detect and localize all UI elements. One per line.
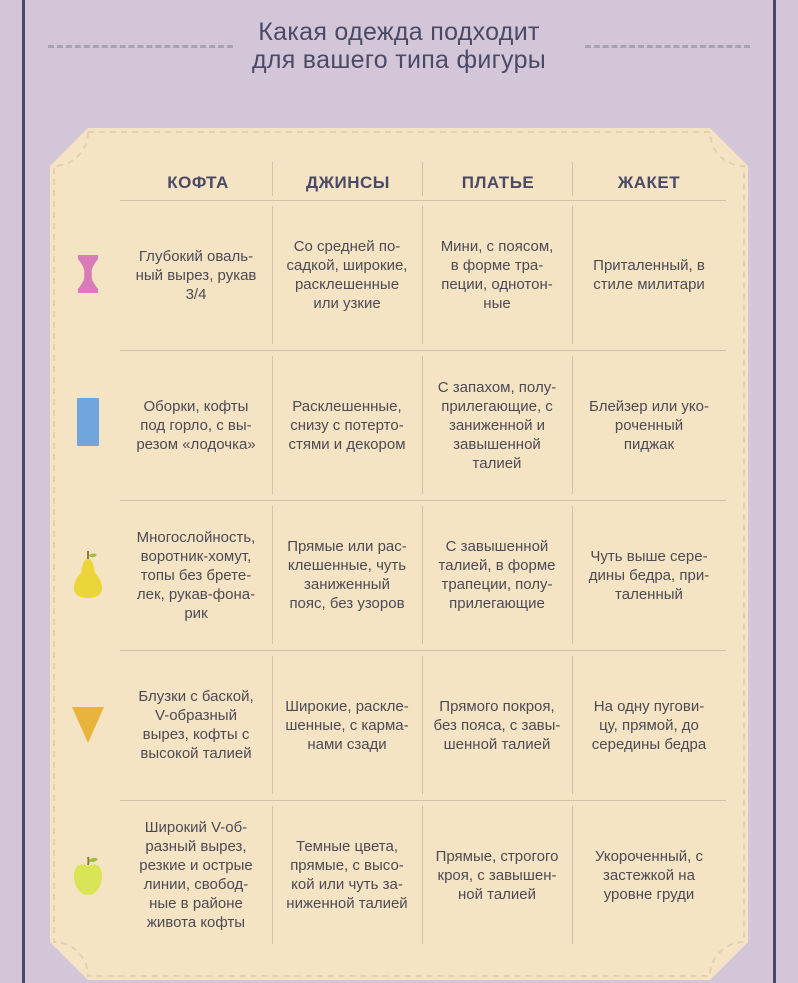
cell-pear-blouse: Многослойность, воротник-хомут, топы без брете- лек, рукав-фона- рик bbox=[136, 528, 256, 622]
cell-pear-jeans: Прямые или рас- клешенные, чуть заниженный пояс, без узоров bbox=[287, 538, 407, 612]
header-jeans: ДЖИНСЫ bbox=[306, 173, 390, 192]
cell-apple-dress: Прямые, строгого кроя, с завышен- ной талией bbox=[435, 847, 559, 903]
page-title-line-1: Какая одежда подходит bbox=[258, 18, 540, 46]
cell-hourglass-jeans: Со средней по- садкой, широкие, расклешенные или узкие bbox=[286, 238, 408, 312]
cell-triangle-jacket: На одну пугови- цу, прямой, до середины бедра bbox=[591, 697, 707, 753]
cell-apple-jeans: Темные цвета, прямые, с высо- кой или чуть за- ниженной талией bbox=[286, 838, 408, 912]
cell-rectangle-jeans: Расклешенные, снизу с потерто- стями и декором bbox=[288, 397, 406, 453]
header-jacket: ЖАКЕТ bbox=[617, 173, 681, 192]
hourglass-icon bbox=[76, 255, 100, 293]
cell-rectangle-blouse: Оборки, кофты под горло, с вы- резом «лодочка» bbox=[136, 397, 256, 453]
cell-apple-jacket: Укороченный, с застежкой на уровне груди bbox=[594, 847, 703, 903]
cell-hourglass-jacket: Приталенный, в стиле милитари bbox=[593, 257, 705, 293]
cell-hourglass-blouse: Глубокий оваль- ный вырез, рукав 3/4 bbox=[135, 247, 257, 303]
cell-triangle-dress: Прямого покроя, без пояса, с завы- шенной талией bbox=[433, 697, 561, 753]
header-blouse: КОФТА bbox=[167, 173, 229, 192]
header-divider bbox=[572, 162, 573, 196]
cell-pear-dress: С завышенной талией, в форме трапеции, полу- прилегающие bbox=[438, 538, 556, 612]
apple-icon bbox=[73, 854, 103, 896]
cell-rectangle-dress: С запахом, полу- прилегающие, с заниженной и завышенной талией bbox=[437, 378, 557, 472]
rectangle-icon bbox=[77, 398, 99, 446]
cell-triangle-jeans: Широкие, раскле- шенные, с карма- нами сзади bbox=[285, 697, 409, 753]
header-divider bbox=[272, 162, 273, 196]
left-border-line bbox=[22, 0, 25, 983]
header-dress: ПЛАТЬЕ bbox=[461, 173, 535, 192]
cell-hourglass-dress: Мини, с поясом, в форме тра- пеции, однотон- ные bbox=[440, 238, 554, 312]
cell-apple-blouse: Широкий V-об- разный вырез, резкие и острые линии, свобод- ные в районе живота кофты bbox=[139, 819, 253, 931]
right-border-line bbox=[773, 0, 776, 983]
page-title-line-2: для вашего типа фигуры bbox=[251, 46, 547, 74]
cell-rectangle-jacket: Блейзер или уко- роченный пиджак bbox=[589, 397, 709, 453]
cell-pear-jacket: Чуть выше сере- дины бедра, при- таленный bbox=[588, 547, 710, 603]
page-title bbox=[0, 18, 798, 74]
cell-triangle-blouse: Блузки с баской, V-образный вырез, кофты с высокой талией bbox=[138, 688, 254, 762]
inverted-triangle-icon bbox=[72, 707, 104, 743]
pear-icon bbox=[73, 551, 103, 599]
header-divider bbox=[422, 162, 423, 196]
